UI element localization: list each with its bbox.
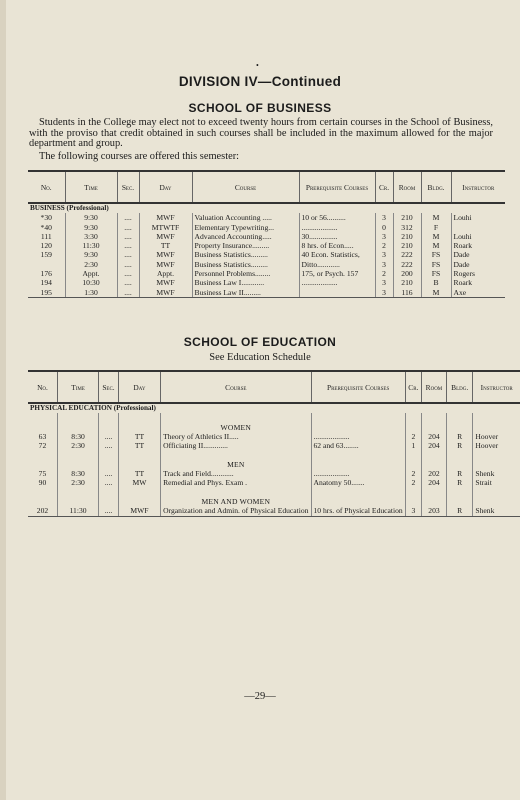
cell-room: 210 xyxy=(393,232,421,241)
cell-instructor: Strait xyxy=(473,478,520,487)
cell-time: Appt. xyxy=(65,269,117,278)
cell-cr: 0 xyxy=(375,223,393,232)
business-intro-2: The following courses are offered this semester: xyxy=(39,151,240,162)
cell-time: 9:30 xyxy=(65,250,117,259)
table-row xyxy=(28,223,505,232)
cell-instructor xyxy=(451,223,505,232)
cell-prereq: 8 hrs. of Econ..... xyxy=(299,241,375,250)
cell-room: 222 xyxy=(393,260,421,269)
group-label: MEN xyxy=(161,460,311,469)
cell-bldg: F xyxy=(421,223,451,232)
spacer-cell xyxy=(57,450,98,459)
col-instructor: Instructor xyxy=(473,371,520,403)
cell-sec: .... xyxy=(117,288,139,298)
cell-instructor: Axe xyxy=(451,288,505,298)
cell-sec: .... xyxy=(117,269,139,278)
cell-sec: .... xyxy=(117,260,139,269)
cell-prereq: 30............... xyxy=(299,232,375,241)
cell-prereq: ................... xyxy=(299,223,375,232)
col-room: Room xyxy=(393,171,421,203)
cell-sec: .... xyxy=(117,232,139,241)
spacer-cell xyxy=(161,413,311,422)
cell-day: TT xyxy=(139,241,192,250)
cell-no: 63 xyxy=(38,431,47,441)
cell-cr: 3 xyxy=(375,260,393,269)
cell-bldg: R xyxy=(446,469,472,478)
cell-prereq: 175, or Psych. 157 xyxy=(299,269,375,278)
dept-row xyxy=(28,403,520,413)
group-label-row xyxy=(28,423,520,432)
cell-prereq: 40 Econ. Statistics, xyxy=(299,250,375,259)
cell-bldg: FS xyxy=(421,269,451,278)
table-row xyxy=(28,278,505,287)
cell-no: 90 xyxy=(38,478,47,488)
cell-day: MTWTF xyxy=(139,223,192,232)
cell-day: Appt. xyxy=(139,269,192,278)
cell-cr: 2 xyxy=(405,478,421,487)
group-cell xyxy=(421,497,446,506)
group-cell xyxy=(118,423,160,432)
dept-label: BUSINESS (Professional) xyxy=(30,204,109,212)
cell-day: TT xyxy=(118,469,160,478)
cell-day: MWF xyxy=(139,288,192,298)
division-title: DIVISION IV—Continued xyxy=(178,74,342,89)
cell-no: 195 xyxy=(28,288,65,298)
cell-prereq: Anatomy 50....... xyxy=(311,478,405,487)
spacer-cell xyxy=(161,488,311,497)
group-cell xyxy=(118,497,160,506)
cell-no: 176 xyxy=(40,269,52,279)
col-time: Time xyxy=(57,371,98,403)
cell-time: 2:30 xyxy=(57,441,98,450)
cell-room: 210 xyxy=(393,278,421,287)
cell-cr: 2 xyxy=(375,269,393,278)
group-cell xyxy=(311,423,405,432)
cell-room: 222 xyxy=(393,250,421,259)
cell-room: 116 xyxy=(393,288,421,298)
cell-time: 9:30 xyxy=(65,213,117,222)
cell-instructor: Hoover xyxy=(473,432,520,441)
cell-bldg: R xyxy=(446,506,472,516)
cell-day: MWF xyxy=(139,250,192,259)
cell-cr: 3 xyxy=(375,278,393,287)
cell-bldg: R xyxy=(446,441,472,450)
cell-no: 202 xyxy=(28,506,57,516)
spacer-cell xyxy=(161,450,311,459)
spacer-cell xyxy=(28,450,57,459)
col-time: Time xyxy=(65,171,117,203)
cell-instructor: Shenk xyxy=(473,506,520,516)
cell-prereq: ................... xyxy=(311,432,405,441)
cell-day: MWF xyxy=(139,213,192,222)
group-cell xyxy=(118,460,160,469)
cell-time: 1:30 xyxy=(65,288,117,298)
cell-cr: 2 xyxy=(405,469,421,478)
cell-room: 210 xyxy=(393,213,421,222)
spacer-cell xyxy=(405,413,421,422)
dept-row xyxy=(28,203,505,213)
cell-instructor: Louhi xyxy=(451,213,505,222)
table-row xyxy=(28,241,505,250)
spacer-cell xyxy=(99,450,119,459)
spacer-row xyxy=(28,413,520,422)
cell-instructor: Roark xyxy=(451,241,505,250)
cell-cr: 1 xyxy=(405,441,421,450)
cell-no: 72 xyxy=(38,441,47,451)
group-cell xyxy=(405,460,421,469)
cell-time: 2:30 xyxy=(65,260,117,269)
col-course: Course xyxy=(192,171,299,203)
spacer-cell xyxy=(473,413,520,422)
spacer-cell xyxy=(473,488,520,497)
cell-cr: 3 xyxy=(375,250,393,259)
cell-instructor: Dade xyxy=(451,260,505,269)
cell-bldg: M xyxy=(421,232,451,241)
cell-sec: .... xyxy=(117,278,139,287)
cell-cr: 3 xyxy=(375,232,393,241)
cell-sec: .... xyxy=(117,250,139,259)
spacer-cell xyxy=(421,450,446,459)
cell-bldg: R xyxy=(446,478,472,487)
group-cell xyxy=(473,460,520,469)
group-label: WOMEN xyxy=(161,423,311,432)
cell-day: TT xyxy=(118,441,160,450)
table-row xyxy=(28,432,520,441)
cell-sec: .... xyxy=(99,432,119,441)
col-bldg: Bldg. xyxy=(446,371,472,403)
cell-prereq: 62 and 63........ xyxy=(311,441,405,450)
table-row xyxy=(28,213,505,222)
pe-schedule-table xyxy=(28,370,520,517)
cell-sec: .... xyxy=(99,469,119,478)
cell-course: Organization and Admin. of Physical Education xyxy=(161,506,311,516)
dept-label: PHYSICAL EDUCATION (Professional) xyxy=(30,404,156,412)
table-row xyxy=(28,469,520,478)
cell-course: Valuation Accounting ..... xyxy=(192,213,299,222)
cell-room: 204 xyxy=(421,432,446,441)
cell-prereq: 10 hrs. of Physical Education xyxy=(311,506,405,516)
cell-no: 111 xyxy=(40,231,52,241)
spacer-cell xyxy=(473,450,520,459)
business-intro: Students in the College may elect not to exceed twenty hours from certain courses in the School of Business, with the proviso that credit obtained in such courses shall be included in the maximum allowed for the major department and group. xyxy=(29,117,493,149)
cell-instructor: Dade xyxy=(451,250,505,259)
cell-bldg: FS xyxy=(421,250,451,259)
group-cell xyxy=(57,423,98,432)
cell-bldg: B xyxy=(421,278,451,287)
spacer-cell xyxy=(57,488,98,497)
spacer-cell xyxy=(405,450,421,459)
spacer-cell xyxy=(118,450,160,459)
education-subtitle: See Education Schedule xyxy=(209,352,311,363)
cell-instructor: Roark xyxy=(451,278,505,287)
cell-prereq: Ditto............ xyxy=(299,260,375,269)
group-cell xyxy=(421,423,446,432)
cell-sec: .... xyxy=(99,441,119,450)
col-sec: Sec. xyxy=(117,171,139,203)
spacer-cell xyxy=(28,413,57,422)
cell-course: Business Statistics......... xyxy=(192,260,299,269)
cell-bldg: M xyxy=(421,213,451,222)
group-cell xyxy=(57,497,98,506)
group-cell xyxy=(446,423,472,432)
cell-room: 312 xyxy=(393,223,421,232)
business-schedule-table xyxy=(28,170,505,298)
page-mark: • xyxy=(256,61,259,70)
table-row xyxy=(28,506,520,516)
cell-no: *40 xyxy=(40,222,52,232)
cell-prereq: 10 or 56.......... xyxy=(299,213,375,222)
cell-instructor: Shenk xyxy=(473,469,520,478)
cell-cr: 2 xyxy=(405,432,421,441)
group-cell xyxy=(421,460,446,469)
group-cell xyxy=(473,497,520,506)
cell-instructor: Rogers xyxy=(451,269,505,278)
table-row xyxy=(28,250,505,259)
cell-room: 203 xyxy=(421,506,446,516)
col-day: Day xyxy=(139,171,192,203)
spacer-cell xyxy=(311,413,405,422)
cell-course: Business Statistics......... xyxy=(192,250,299,259)
cell-course: Property Insurance......... xyxy=(192,241,299,250)
group-label: MEN AND WOMEN xyxy=(161,497,311,506)
cell-course: Business Law II......... xyxy=(192,288,299,298)
cell-room: 204 xyxy=(421,478,446,487)
spacer-cell xyxy=(421,488,446,497)
cell-day: MWF xyxy=(118,506,160,516)
cell-bldg: FS xyxy=(421,260,451,269)
spacer-cell xyxy=(311,450,405,459)
group-cell xyxy=(473,423,520,432)
page-number: —29— xyxy=(244,691,276,702)
cell-time: 8:30 xyxy=(57,469,98,478)
col-course: Course xyxy=(161,371,311,403)
col-sec: Sec. xyxy=(99,371,119,403)
cell-cr: 2 xyxy=(375,241,393,250)
cell-course: Elementary Typewriting... xyxy=(192,223,299,232)
cell-prereq xyxy=(299,288,375,298)
table-row xyxy=(28,269,505,278)
cell-cr: 3 xyxy=(405,506,421,516)
cell-instructor: Hoover xyxy=(473,441,520,450)
spacer-row xyxy=(28,450,520,459)
table-row xyxy=(28,478,520,487)
cell-no: 194 xyxy=(40,278,52,288)
table-row xyxy=(28,232,505,241)
cell-day: MWF xyxy=(139,260,192,269)
table-row xyxy=(28,441,520,450)
group-label-row xyxy=(28,460,520,469)
cell-room: 202 xyxy=(421,469,446,478)
cell-time: 3:30 xyxy=(65,232,117,241)
table-row xyxy=(28,288,505,298)
spacer-cell xyxy=(57,413,98,422)
col-instructor: Instructor xyxy=(451,171,505,203)
cell-time: 2:30 xyxy=(57,478,98,487)
group-cell xyxy=(446,497,472,506)
group-cell xyxy=(28,423,57,432)
table-header-row xyxy=(28,171,505,203)
spacer-cell xyxy=(118,413,160,422)
cell-no: 120 xyxy=(40,241,52,251)
col-prereq: Prerequisite Courses xyxy=(311,371,405,403)
spacer-cell xyxy=(99,488,119,497)
cell-course: Track and Field............ xyxy=(161,469,311,478)
cell-room: 204 xyxy=(421,441,446,450)
group-cell xyxy=(57,460,98,469)
col-no: No. xyxy=(28,171,65,203)
col-prereq: Prerequisite Courses xyxy=(299,171,375,203)
group-cell xyxy=(99,497,119,506)
cell-sec: .... xyxy=(99,506,119,516)
cell-course: Theory of Athletics II..... xyxy=(161,432,311,441)
group-cell xyxy=(99,423,119,432)
cell-course: Remedial and Phys. Exam . xyxy=(161,478,311,487)
education-school-title: SCHOOL OF EDUCATION xyxy=(183,335,337,349)
cell-bldg: R xyxy=(446,432,472,441)
cell-course: Officiating II............. xyxy=(161,441,311,450)
cell-no: *30 xyxy=(40,213,52,223)
col-bldg: Bldg. xyxy=(421,171,451,203)
col-day: Day xyxy=(118,371,160,403)
cell-course: Advanced Accounting..... xyxy=(192,232,299,241)
cell-course: Personnel Problems........ xyxy=(192,269,299,278)
cell-time: 9:30 xyxy=(65,223,117,232)
cell-sec: .... xyxy=(117,241,139,250)
spacer-cell xyxy=(99,413,119,422)
group-label-row xyxy=(28,497,520,506)
group-cell xyxy=(405,423,421,432)
cell-prereq: ................... xyxy=(311,469,405,478)
cell-prereq: ................... xyxy=(299,278,375,287)
cell-time: 10:30 xyxy=(65,278,117,287)
cell-day: MW xyxy=(118,478,160,487)
cell-room: 210 xyxy=(393,241,421,250)
spacer-cell xyxy=(446,413,472,422)
spacer-cell xyxy=(28,488,57,497)
cell-day: TT xyxy=(118,432,160,441)
cell-course: Business Law I............ xyxy=(192,278,299,287)
spacer-cell xyxy=(118,488,160,497)
business-school-title: SCHOOL OF BUSINESS xyxy=(188,101,332,115)
col-room: Room xyxy=(421,371,446,403)
cell-day: MWF xyxy=(139,232,192,241)
table-header-row xyxy=(28,371,520,403)
cell-no: 75 xyxy=(38,469,47,479)
cell-time: 11:30 xyxy=(57,506,98,516)
group-cell xyxy=(311,460,405,469)
cell-time: 11:30 xyxy=(65,241,117,250)
cell-bldg: M xyxy=(421,241,451,250)
cell-cr: 3 xyxy=(375,213,393,222)
spacer-cell xyxy=(405,488,421,497)
col-cr: Cr. xyxy=(375,171,393,203)
page-edge xyxy=(0,0,6,800)
cell-time: 8:30 xyxy=(57,432,98,441)
spacer-row xyxy=(28,488,520,497)
cell-cr: 3 xyxy=(375,288,393,298)
group-cell xyxy=(311,497,405,506)
spacer-cell xyxy=(421,413,446,422)
group-cell xyxy=(99,460,119,469)
cell-bldg: M xyxy=(421,288,451,298)
group-cell xyxy=(405,497,421,506)
cell-room: 200 xyxy=(393,269,421,278)
cell-day: MWF xyxy=(139,278,192,287)
cell-sec: .... xyxy=(99,478,119,487)
cell-no: 159 xyxy=(40,250,52,260)
cell-sec: .... xyxy=(117,213,139,222)
spacer-cell xyxy=(446,488,472,497)
group-cell xyxy=(28,460,57,469)
table-row xyxy=(28,260,505,269)
group-cell xyxy=(28,497,57,506)
spacer-cell xyxy=(446,450,472,459)
col-no: No. xyxy=(28,371,57,403)
col-cr: Cr. xyxy=(405,371,421,403)
cell-instructor: Louhi xyxy=(451,232,505,241)
group-cell xyxy=(446,460,472,469)
spacer-cell xyxy=(311,488,405,497)
cell-sec: .... xyxy=(117,223,139,232)
cell-no xyxy=(28,260,65,269)
